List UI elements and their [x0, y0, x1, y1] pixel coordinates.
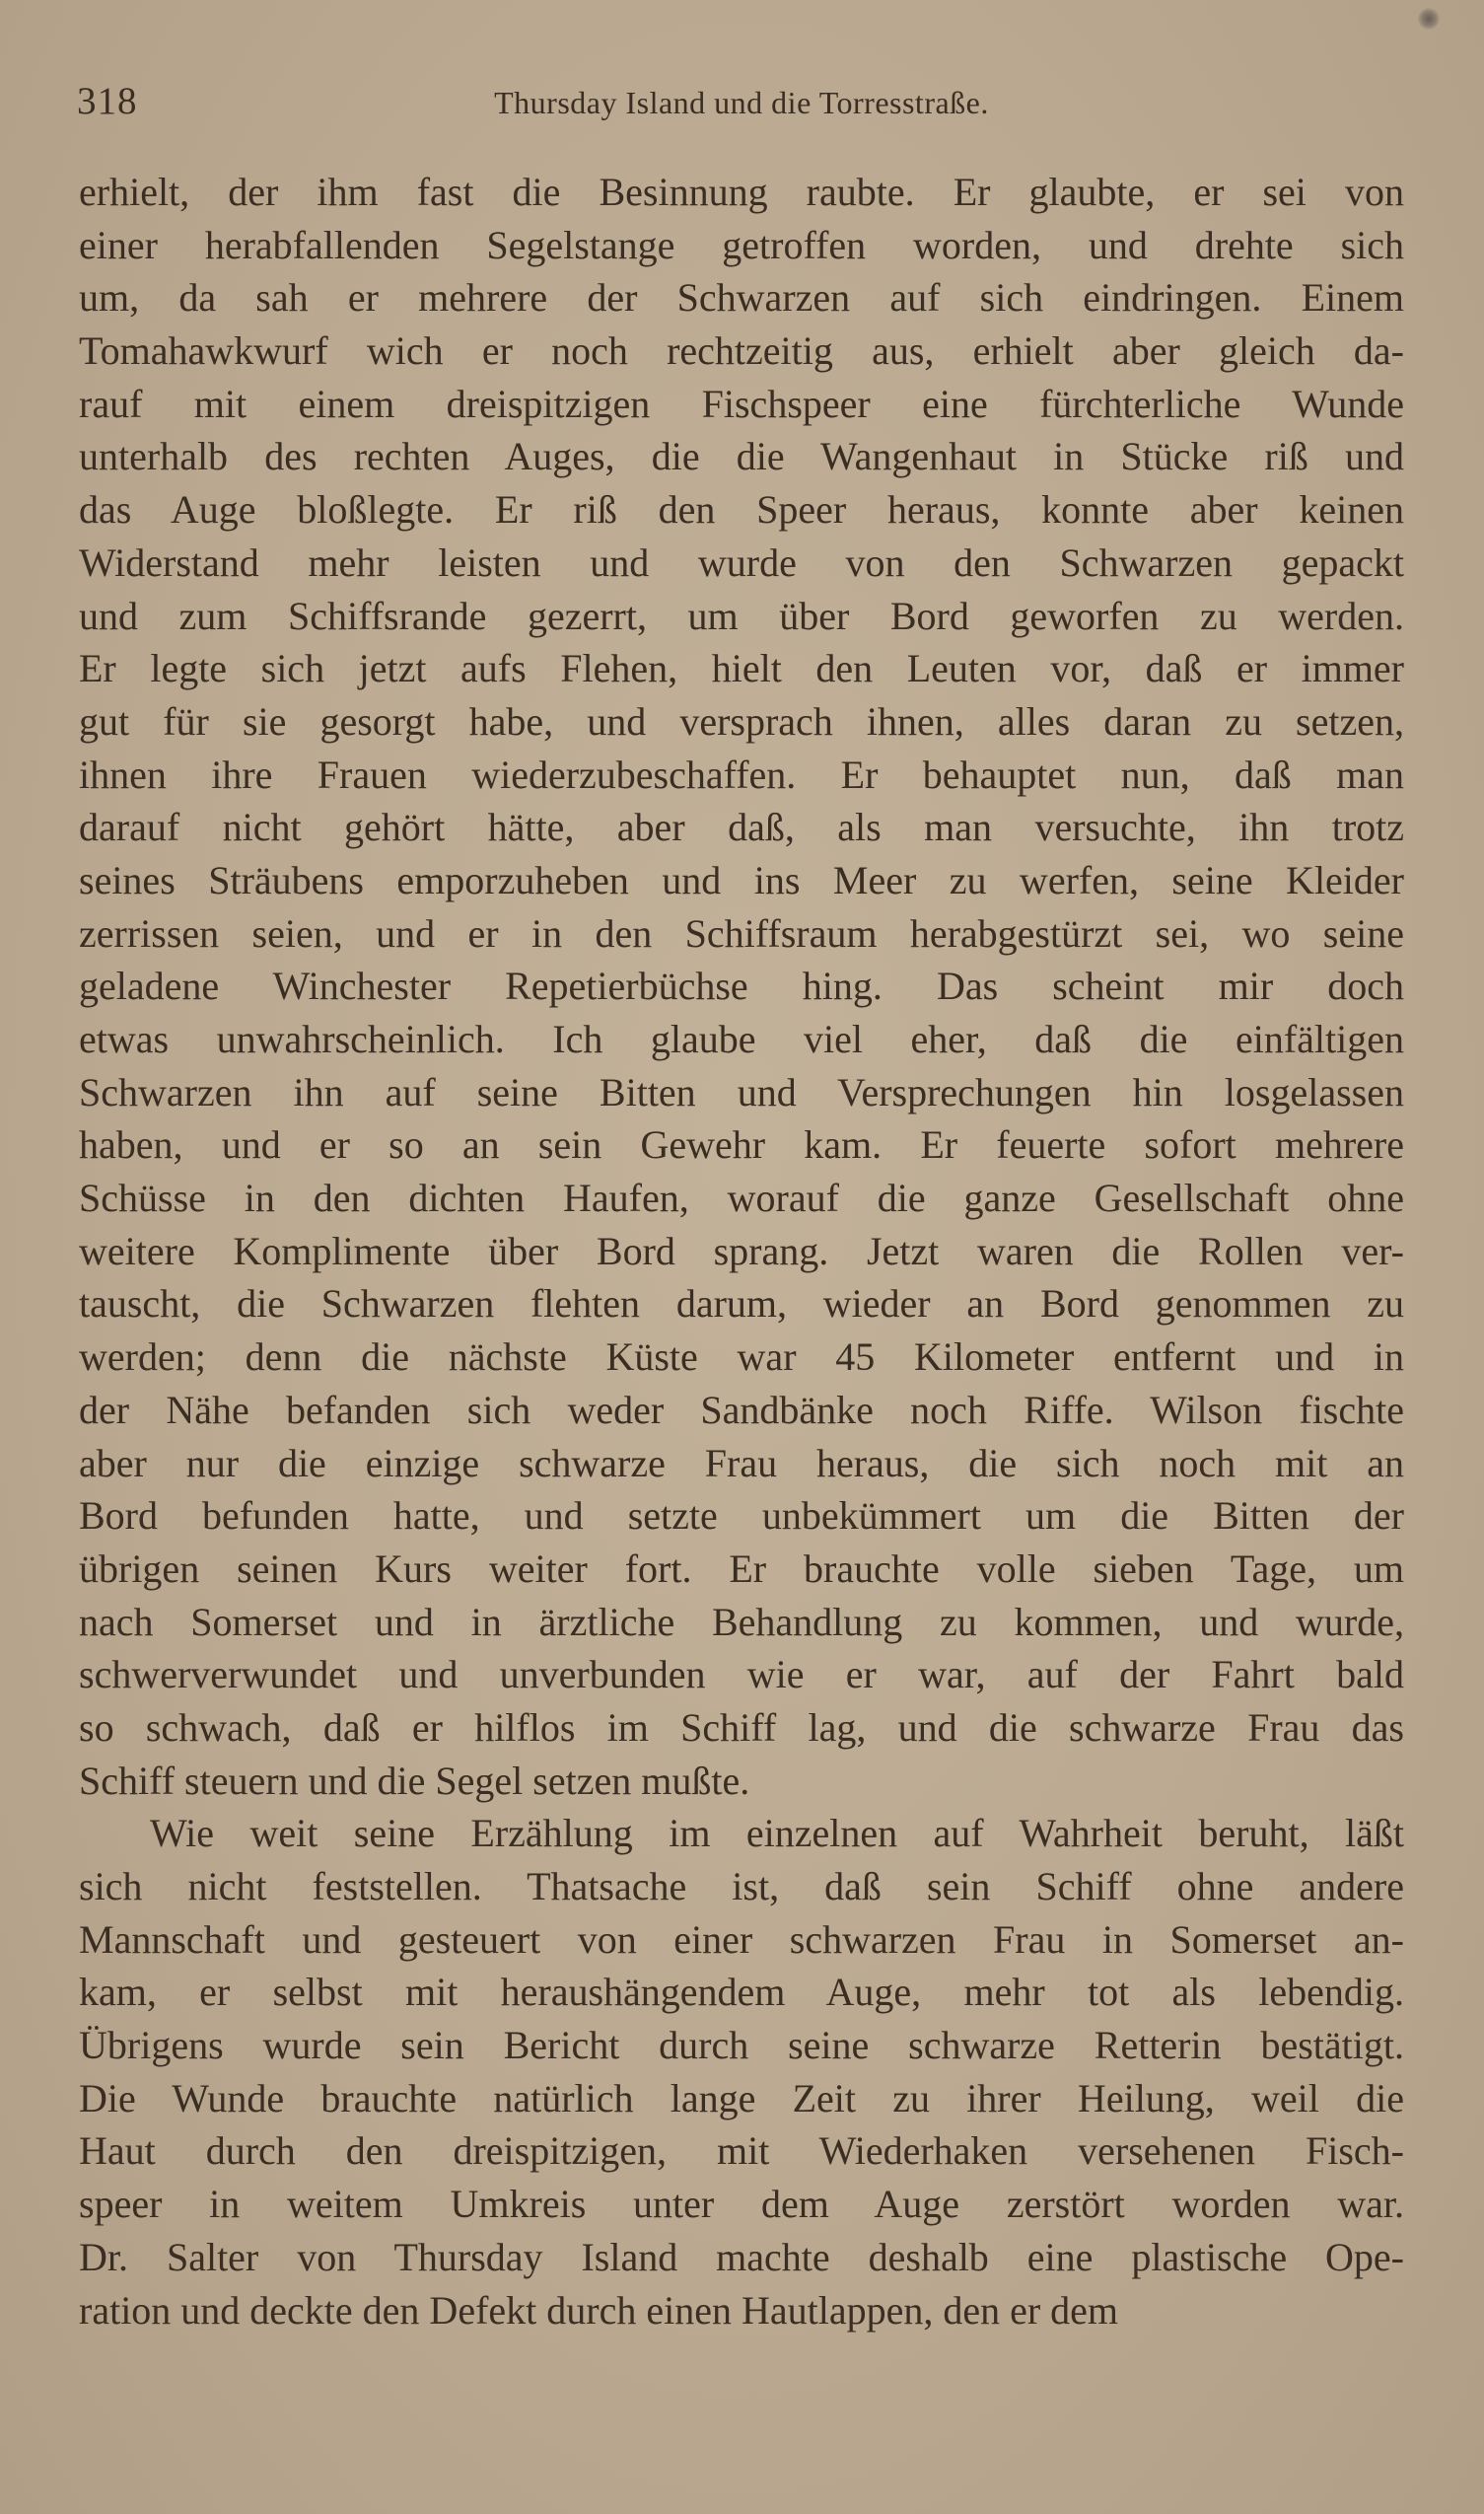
text-line: der Nähe befanden sich weder Sandbänke noch Riffe. Wilson fischte	[79, 1387, 1404, 1432]
text-line: werden; denn die nächste Küste war 45 Kilometer entfernt und in	[79, 1334, 1404, 1380]
text-line: geladene Winchester Repetierbüchse hing. Das scheint mir doch	[79, 964, 1404, 1009]
paragraph	[79, 1807, 1404, 2336]
text-line: seines Sträubens emporzuheben und ins Meer zu werfen, seine Kleider	[79, 857, 1404, 902]
text-line: Bord befunden hatte, und setzte unbekümmert um die Bitten der	[79, 1493, 1404, 1539]
ink-speck	[1418, 8, 1440, 30]
text-line: Die Wunde brauchte natürlich lange Zeit zu ihrer Heilung, weil die	[79, 2075, 1404, 2120]
paragraph	[79, 166, 1404, 1807]
text-line: speer in weitem Umkreis unter dem Auge zerstört worden war.	[79, 2182, 1404, 2227]
text-line: Haut durch den dreispitzigen, mit Wiederhaken versehenen Fisch-	[79, 2128, 1404, 2174]
text-line: ration und deckte den Defekt durch einen Hautlappen, den er dem	[79, 2287, 1119, 2333]
page-number: 318	[77, 80, 138, 122]
text-line: und zum Schiffsrande gezerrt, um über Bord geworfen zu werden.	[79, 593, 1404, 638]
text-line: Tomahawkwurf wich er noch rechtzeitig aus, erhielt aber gleich da-	[79, 328, 1404, 374]
text-line: Mannschaft und gesteuert von einer schwarzen Frau in Somerset an-	[79, 1916, 1404, 1962]
text-line: um, da sah er mehrere der Schwarzen auf sich eindringen. Einem	[79, 275, 1404, 321]
text-line: etwas unwahrscheinlich. Ich glaube viel eher, daß die einfältigen	[79, 1017, 1404, 1061]
body-text	[79, 166, 1404, 2336]
text-line: Wie weit seine Erzählung im einzelnen auf Wahrheit beruht, läßt	[150, 1811, 1404, 1856]
text-line: aber nur die einzige schwarze Frau heraus, die sich noch mit an	[79, 1440, 1404, 1485]
text-line: zerrissen seien, und er in den Schiffsraum herabgestürzt sei, wo seine	[79, 910, 1404, 956]
text-line: darauf nicht gehört hätte, aber daß, als man versuchte, ihn trotz	[79, 805, 1404, 850]
text-line: Widerstand mehr leisten und wurde von den Schwarzen gepackt	[79, 539, 1404, 585]
text-line: gut für sie gesorgt habe, und versprach ihnen, alles daran zu setzen,	[79, 698, 1404, 744]
running-title: Thursday Island und die Torresstraße.	[494, 85, 989, 120]
text-line: tauscht, die Schwarzen flehten darum, wieder an Bord genommen zu	[79, 1281, 1404, 1327]
text-line: übrigen seinen Kurs weiter fort. Er brauchte volle sieben Tage, um	[79, 1545, 1404, 1591]
text-line: Schüsse in den dichten Haufen, worauf die ganze Gesellschaft ohne	[79, 1176, 1404, 1221]
text-line: so schwach, daß er hilflos im Schiff lag, und die schwarze Frau das	[79, 1704, 1404, 1750]
text-line: sich nicht feststellen. Thatsache ist, daß sein Schiff ohne andere	[79, 1864, 1404, 1908]
text-line: unterhalb des rechten Auges, die die Wangenhaut in Stücke riß und	[79, 434, 1404, 479]
text-line: Er legte sich jetzt aufs Flehen, hielt den Leuten vor, daß er immer	[79, 646, 1404, 691]
text-line: Schiff steuern und die Segel setzen mußte.	[79, 1758, 750, 1803]
text-line: weitere Komplimente über Bord sprang. Jetzt waren die Rollen ver-	[79, 1228, 1404, 1273]
text-line: Dr. Salter von Thursday Island machte deshalb eine plastische Ope-	[79, 2234, 1404, 2279]
text-line: erhielt, der ihm fast die Besinnung raubte. Er glaubte, er sei von	[79, 170, 1404, 214]
running-header	[77, 79, 1406, 128]
text-line: das Auge bloßlegte. Er riß den Speer heraus, konnte aber keinen	[79, 487, 1404, 533]
text-line: ihnen ihre Frauen wiederzubeschaffen. Er behauptet nun, daß man	[79, 752, 1404, 797]
text-line: rauf mit einem dreispitzigen Fischspeer eine fürchterliche Wunde	[79, 381, 1404, 426]
text-line: Schwarzen ihn auf seine Bitten und Versprechungen hin losgelassen	[79, 1069, 1404, 1114]
text-line: nach Somerset und in ärztliche Behandlung zu kommen, und wurde,	[79, 1599, 1404, 1644]
text-line: schwerverwundet und unverbunden wie er war, auf der Fahrt bald	[79, 1652, 1404, 1697]
text-line: haben, und er so an sein Gewehr kam. Er feuerte sofort mehrere	[79, 1122, 1404, 1168]
text-line: einer herabfallenden Segelstange getroffen worden, und drehte sich	[79, 222, 1404, 267]
text-line: Übrigens wurde sein Bericht durch seine schwarze Retterin bestätigt.	[79, 2023, 1404, 2068]
text-line: kam, er selbst mit heraushängendem Auge, mehr tot als lebendig.	[79, 1970, 1404, 2015]
